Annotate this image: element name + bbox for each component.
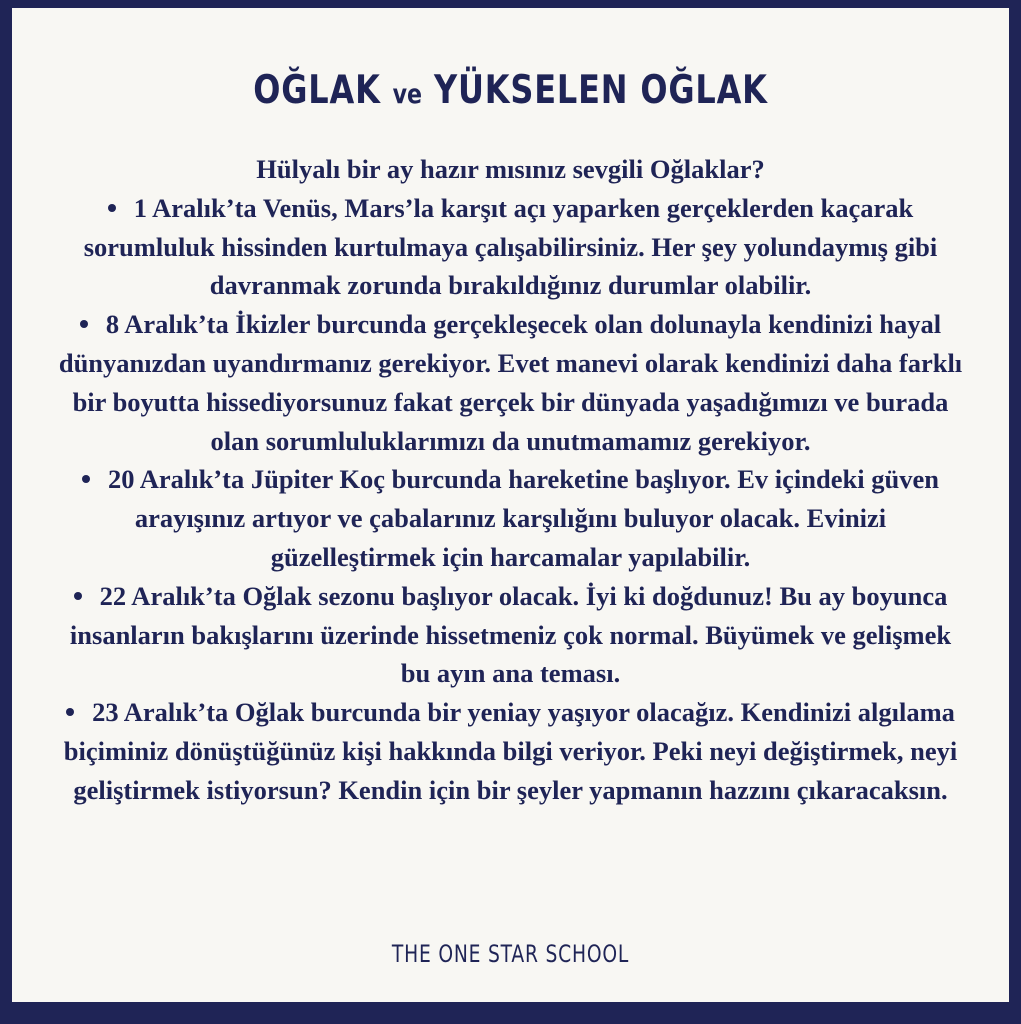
bullet-dot-icon (66, 708, 74, 716)
bullet-dot-icon (80, 320, 88, 328)
page-title (102, 68, 920, 113)
title-connector: ve (392, 79, 423, 110)
intro-text: Hülyalı bir ay hazır mısınız sevgili Oğlaklar? (256, 154, 765, 184)
brand-footer: THE ONE STAR SCHOOL (391, 940, 630, 968)
title-part1: OĞLAK (253, 68, 381, 113)
bullet-dot-icon (108, 204, 116, 212)
post-card (12, 8, 1009, 1002)
list-item-text: 20 Aralık’ta Jüpiter Koç burcunda hareketine başlıyor. Ev içindeki güven arayışınız artıyor ve çabalarınız karşılığını buluyor olacak. Evinizi güzelleştirmek için harcamalar yapılabilir. (108, 464, 939, 572)
horoscope-content (52, 150, 969, 810)
list-item (52, 577, 969, 693)
list-item (52, 693, 969, 809)
list-item-text: 8 Aralık’ta İkizler burcunda gerçekleşecek olan dolunayla kendinizi hayal dünyanızdan uyandırmanız gerekiyor. Evet manevi olarak kendinizi daha farklı bir boyutta hissediyorsunuz fakat gerçek bir dünyada yaşadığımızı ve burada olan sorumluluklarımızı da unutmamamız gerekiyor. (58, 309, 963, 456)
list-item-text: 22 Aralık’ta Oğlak sezonu başlıyor olacak. İyi ki doğdunuz! Bu ay boyunca insanların bakışlarını üzerinde hissetmeniz çok normal. Büyümek ve gelişmek bu ayın ana teması. (69, 580, 952, 689)
list-item (52, 305, 969, 460)
title-part2: YÜKSELEN OĞLAK (434, 68, 768, 113)
list-item (52, 460, 969, 576)
bullet-dot-icon (82, 475, 90, 483)
bullet-list (52, 189, 969, 810)
list-item-text: 23 Aralık’ta Oğlak burcunda bir yeniay yaşıyor olacağız. Kendinizi algılama biçiminiz dönüştüğünüz kişi hakkında bilgi veriyor. Peki neyi değiştirmek, neyi geliştirmek istiyorsun? Kendin için bir şeyler yapmanın hazzını çıkaracaksın. (63, 697, 958, 805)
list-item (52, 189, 969, 305)
bullet-dot-icon (74, 592, 82, 600)
list-item-text: 1 Aralık’ta Venüs, Mars’la karşıt açı yaparken gerçeklerden kaçarak sorumluluk hissinden kurtulmaya çalışabilirsiniz. Her şey yolundaymış gibi davranmak zorunda bırakıldığınız durumlar olabilir. (83, 192, 938, 301)
